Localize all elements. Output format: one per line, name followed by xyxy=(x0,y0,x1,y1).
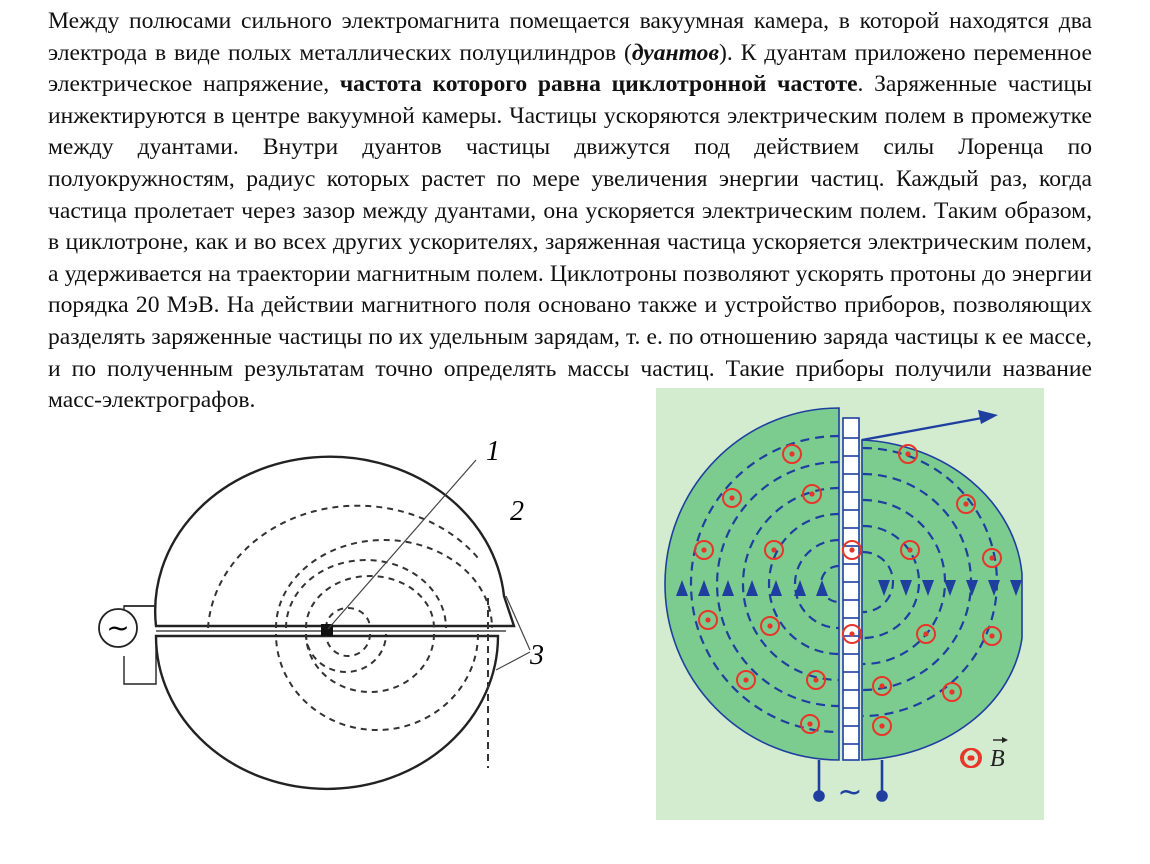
cyclotron-schematic xyxy=(58,438,558,820)
cyclotron-field-diagram xyxy=(656,388,1044,820)
label-2: 2 xyxy=(510,496,524,527)
ac-source-symbol: ~ xyxy=(106,611,130,644)
term-duants: дуантов xyxy=(631,39,719,66)
paragraph-part-2: ). К дуантам приложено переменное электрическое напряжение, xyxy=(48,39,1092,98)
field-label-b: B xyxy=(990,746,1005,772)
label-1: 1 xyxy=(486,438,500,467)
dee-gap xyxy=(843,418,859,760)
ac-source-symbol-right: ~ xyxy=(837,775,863,810)
body-paragraph xyxy=(48,6,1092,417)
paragraph-part-3: . Заряженные частицы инжектируются в центре вакуумной камеры. Частицы ускоряются электрическим полем в промежутке между дуантами. Внутри дуантов частицы движутся под действием силы Лоренца по полуокружностям, радиус которых растет по мере увеличения энергии частиц. Каждый раз, когда частица пролетает через зазор между дуантами, она ускоряется электрическим полем. Таким образом, в циклотроне, как и во всех других ускорителях, заряженная частица ускоряется электрическим полем, а удерживается на траектории магнитным полем. Циклотроны позволяют ускорять протоны до энергии порядка 20 МэВ. На действии магнитного поля основано также и устройство приборов, позволяющих разделять заряженные частицы по их удельным зарядам, т. е. по отношению заряда частицы к ее массе, и по полученным результатам точно определять массы частиц. Такие приборы получили название масс-электрографов. xyxy=(48,71,1092,414)
label-3: 3 xyxy=(530,640,544,671)
bold-cyclotron-frequency: частота которого равна циклотронной частоте xyxy=(339,71,858,98)
paragraph-part-1: Между полюсами сильного электромагнита помещается вакуумная камера, в которой находятся два электрода в виде полых металлических полуцилиндров ( xyxy=(48,8,1092,66)
